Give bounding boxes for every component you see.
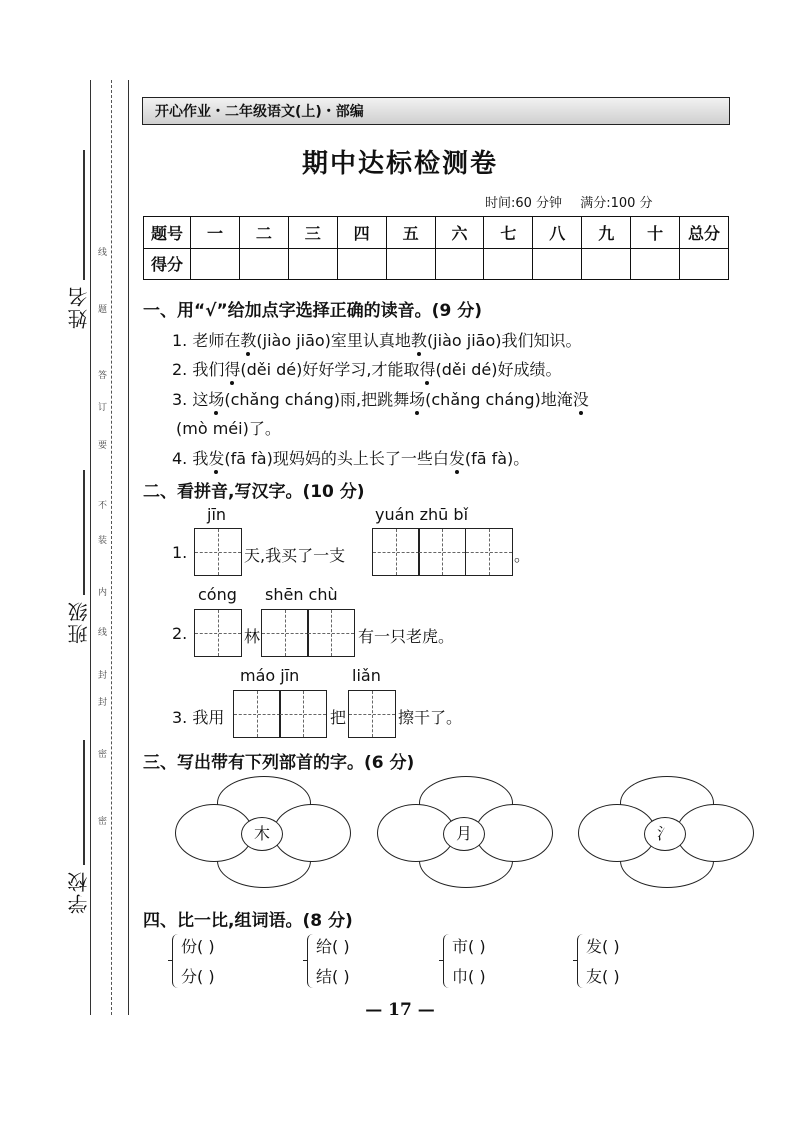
- school-blank[interactable]: [83, 740, 85, 865]
- writing-cell[interactable]: [372, 528, 420, 576]
- binding-mark: 装: [98, 536, 108, 546]
- writing-cell[interactable]: [348, 690, 396, 738]
- score-header-cell: 题号: [144, 217, 191, 249]
- dotted-char: 得: [224, 360, 241, 379]
- exam-full-score: 满分:100 分: [580, 196, 653, 211]
- dotted-char: 场: [409, 390, 426, 409]
- petal-blank[interactable]: [676, 804, 754, 862]
- binding-mark: 封: [98, 671, 108, 681]
- score-header-cell: 四: [337, 217, 386, 249]
- score-cell[interactable]: [484, 248, 533, 280]
- writing-cell[interactable]: [307, 609, 355, 657]
- writing-grid[interactable]: [195, 609, 242, 657]
- score-cell[interactable]: [191, 248, 240, 280]
- exam-time: 时间:60 分钟: [485, 196, 563, 211]
- binding-mark: 题: [98, 305, 108, 315]
- radical-label: 木: [241, 817, 283, 851]
- score-header-cell: 三: [288, 217, 337, 249]
- q-text: 有一只老虎。: [358, 627, 455, 646]
- score-cell[interactable]: [435, 248, 484, 280]
- section-4-heading: 四、比一比,组词语。(8 分): [143, 911, 353, 931]
- section-2-heading: 二、看拼音,写汉字。(10 分): [143, 482, 365, 502]
- score-table: [143, 216, 729, 280]
- dotted-char: 发: [448, 449, 465, 468]
- writing-cell[interactable]: [261, 609, 309, 657]
- writing-grid[interactable]: [373, 528, 513, 576]
- compare-pair: [181, 932, 215, 992]
- binding-line-right: [128, 80, 129, 1015]
- compare-pair: [316, 932, 350, 992]
- dotted-char: 发: [208, 449, 225, 468]
- binding-mark: 订: [98, 403, 108, 413]
- score-cell[interactable]: [533, 248, 582, 280]
- compare-word-blank[interactable]: 市( ): [452, 937, 486, 956]
- section-3-heading: 三、写出带有下列部首的字。(6 分): [143, 753, 415, 773]
- s1-question-2: [172, 357, 562, 380]
- binding-mark: 密: [98, 750, 108, 760]
- compare-word-blank[interactable]: 结( ): [316, 967, 350, 986]
- writing-cell[interactable]: [194, 609, 242, 657]
- brace-icon: [443, 934, 450, 988]
- q-text: 擦干了。: [398, 708, 463, 727]
- pinyin: máo jīn: [240, 666, 300, 685]
- s1-question-4: [172, 446, 529, 469]
- q-text: 3. 这: [172, 390, 209, 409]
- page-number: — 17 —: [365, 1000, 435, 1020]
- pinyin: yuán zhū bǐ: [375, 505, 469, 524]
- radical-flower: [175, 776, 355, 886]
- binding-mark: 内: [98, 588, 108, 598]
- q-text: 把: [330, 708, 347, 727]
- dotted-char: 教: [410, 331, 427, 350]
- binding-mark: 线: [98, 628, 108, 638]
- score-header-cell: 七: [484, 217, 533, 249]
- score-cell[interactable]: [288, 248, 337, 280]
- binding-line-dashed: [111, 80, 112, 1015]
- q-options[interactable]: (fā fà)。: [464, 449, 530, 468]
- writing-grid[interactable]: [234, 690, 327, 738]
- writing-cell[interactable]: [233, 690, 281, 738]
- score-header-cell: 二: [239, 217, 288, 249]
- writing-grid[interactable]: [195, 528, 242, 576]
- writing-cell[interactable]: [418, 528, 466, 576]
- writing-cell[interactable]: [194, 528, 242, 576]
- score-cell[interactable]: [631, 248, 680, 280]
- q-text: 1. 老师在: [172, 331, 241, 350]
- q-options[interactable]: (děi dé)好好学习,才能取: [240, 360, 420, 379]
- dotted-char: 场: [208, 390, 225, 409]
- brace-icon: [307, 934, 314, 988]
- writing-grid[interactable]: [349, 690, 396, 738]
- school-label: 学校: [67, 870, 91, 914]
- dotted-char: 得: [419, 360, 436, 379]
- pinyin: shēn chù: [265, 585, 338, 604]
- score-table-header-row: [144, 217, 729, 249]
- section-1-heading: 一、用“√”给加点字选择正确的读音。(9 分): [143, 301, 482, 321]
- binding-mark: 密: [98, 817, 108, 827]
- series-banner: [142, 97, 730, 125]
- binding-mark: 答: [98, 371, 108, 381]
- q-number: 1.: [172, 543, 188, 562]
- q-text: 天,我买了一支: [244, 546, 346, 565]
- binding-mark: 线: [98, 248, 108, 258]
- binding-mark: 要: [98, 441, 108, 451]
- q-options[interactable]: (děi dé)好成绩。: [435, 360, 562, 379]
- compare-word-blank[interactable]: 友( ): [586, 967, 620, 986]
- score-cell[interactable]: [239, 248, 288, 280]
- binding-mark: 不: [98, 501, 108, 511]
- q-options[interactable]: (fā fà)现妈妈的头上长了一些白: [224, 449, 449, 468]
- compare-word-blank[interactable]: 分( ): [181, 967, 215, 986]
- s1-question-3-cont[interactable]: (mò méi)了。: [176, 419, 281, 438]
- compare-pair: [452, 932, 486, 992]
- brace-icon: [172, 934, 179, 988]
- q-text: 2. 我们: [172, 360, 225, 379]
- radical-label: 月: [443, 817, 485, 851]
- radical-flower: [578, 776, 758, 886]
- score-cell[interactable]: [680, 248, 729, 280]
- q-text: 。: [514, 546, 531, 565]
- series-text: 开心作业・二年级语文(上)・部编: [155, 104, 364, 120]
- score-header-cell: 八: [533, 217, 582, 249]
- petal-blank[interactable]: [475, 804, 553, 862]
- score-header-cell: 总分: [680, 217, 729, 249]
- score-header-cell: 十: [631, 217, 680, 249]
- petal-blank[interactable]: [273, 804, 351, 862]
- writing-cell[interactable]: [465, 528, 513, 576]
- brace-icon: [577, 934, 584, 988]
- score-cell[interactable]: [582, 248, 631, 280]
- q-options[interactable]: (chǎng cháng)地淹: [425, 390, 573, 409]
- compare-word-blank[interactable]: 给( ): [316, 937, 350, 956]
- q-text: 4. 我: [172, 449, 209, 468]
- page-title: 期中达标检测卷: [301, 149, 498, 179]
- dotted-char: 教: [240, 331, 257, 350]
- score-header-cell: 九: [582, 217, 631, 249]
- score-cell[interactable]: [337, 248, 386, 280]
- score-row-label: 得分: [144, 248, 191, 280]
- q-options[interactable]: (chǎng cháng)雨,把跳舞: [224, 390, 410, 409]
- class-label: 班级: [67, 600, 91, 644]
- q-text: 林: [244, 627, 261, 646]
- q-number: 2.: [172, 624, 188, 643]
- score-cell[interactable]: [386, 248, 435, 280]
- writing-cell[interactable]: [279, 690, 327, 738]
- q-options[interactable]: (jiào jiāo)室里认真地: [256, 331, 411, 350]
- score-header-cell: 六: [435, 217, 484, 249]
- dotted-char: 没: [572, 390, 589, 409]
- q-options[interactable]: (jiào jiāo)我们知识。: [426, 331, 582, 350]
- q-number: 3. 我用: [172, 708, 225, 727]
- binding-mark: 封: [98, 698, 108, 708]
- pinyin: jīn: [207, 505, 227, 524]
- name-label: 姓名: [67, 285, 91, 329]
- s1-question-3: [172, 387, 589, 410]
- class-blank[interactable]: [83, 470, 85, 595]
- pinyin: liǎn: [352, 666, 381, 685]
- writing-grid[interactable]: [262, 609, 355, 657]
- score-table-score-row: [144, 248, 729, 280]
- compare-word-blank[interactable]: 巾( ): [452, 967, 486, 986]
- score-header-cell: 五: [386, 217, 435, 249]
- s1-question-1: [172, 328, 581, 351]
- radical-flower: [377, 776, 557, 886]
- compare-word-blank[interactable]: 发( ): [586, 937, 620, 956]
- radical-label: 氵: [644, 817, 686, 851]
- score-header-cell: 一: [191, 217, 240, 249]
- compare-word-blank[interactable]: 份( ): [181, 937, 215, 956]
- pinyin: cóng: [198, 585, 237, 604]
- exam-info: [485, 192, 667, 211]
- compare-pair: [586, 932, 620, 992]
